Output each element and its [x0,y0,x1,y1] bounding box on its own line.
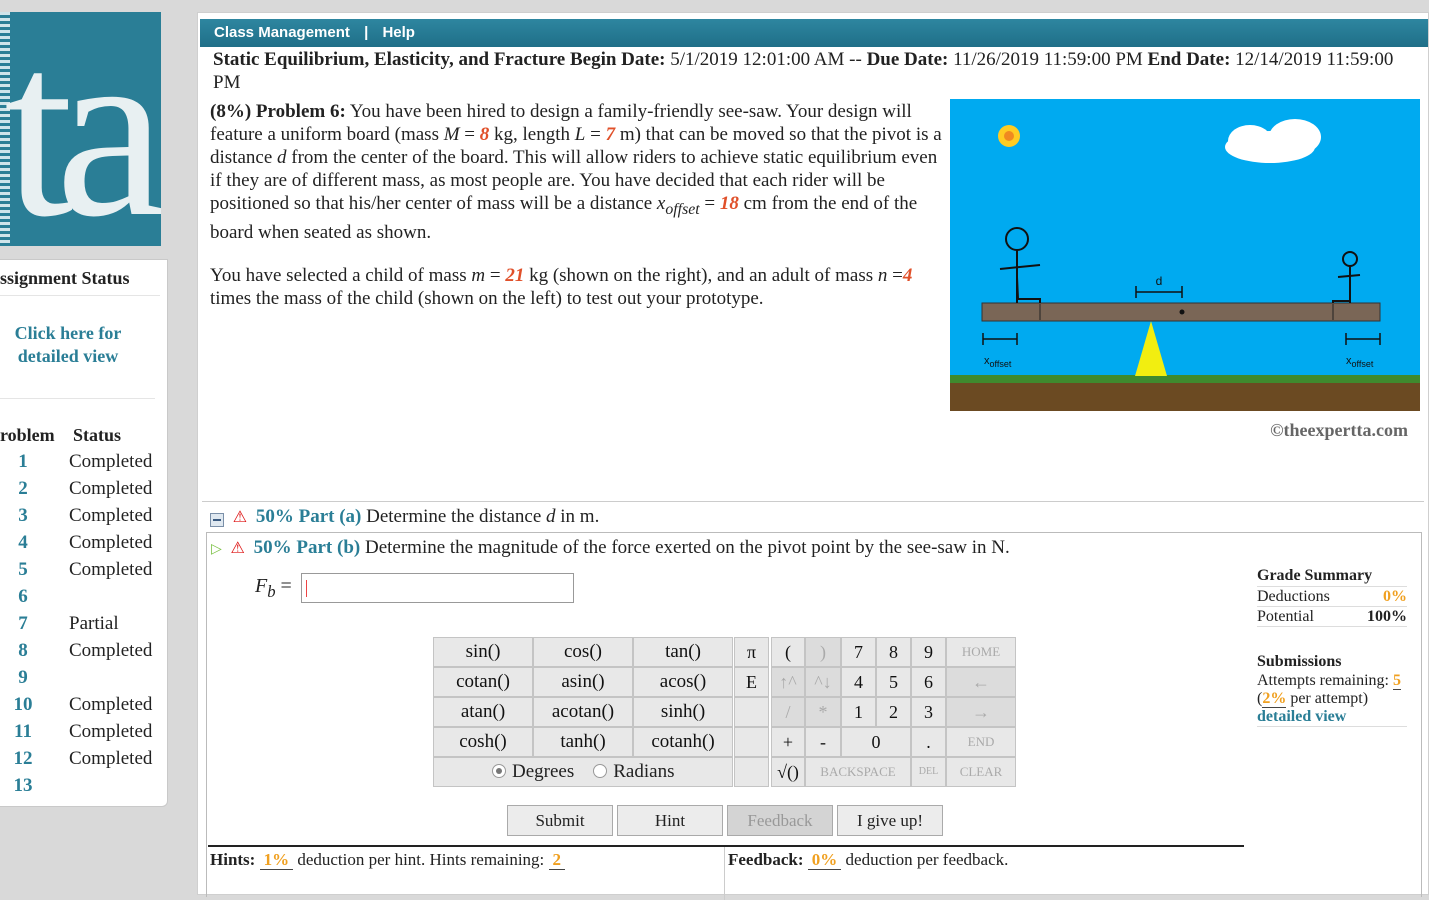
problem-number-link[interactable]: 12 [13,748,33,769]
x-offset-right-label: $x_{offset}$ [1346,355,1374,369]
give-up-button[interactable]: I give up! [837,805,943,836]
hint-feedback-bar [208,845,1244,898]
problem-number-link[interactable]: 7 [18,613,28,634]
deductions-row [1257,587,1407,607]
logo [0,12,161,246]
assignment-status-title: ssignment Status [0,268,160,296]
problem-label: Problem 6: [255,101,346,122]
feedback-info [728,850,1008,870]
key-del[interactable]: DEL [911,757,946,787]
problem-number-link[interactable]: 5 [18,559,28,580]
attempts-value: 5 [1392,672,1401,689]
calc-fn-button[interactable]: cotan() [433,667,533,697]
top-nav [200,19,1428,47]
table-row[interactable] [0,775,160,802]
board-center-dot [1180,310,1185,315]
key-9[interactable]: 9 [911,637,946,667]
problem-text-6: You have selected a child of mass [210,264,467,286]
per-attempt-row: (2% per attempt) [1257,690,1369,707]
divider [724,847,725,900]
problem-status: Completed [69,505,153,526]
due-date-label: Due Date: [866,49,949,70]
key-8[interactable]: 8 [876,637,911,667]
table-row[interactable] [0,694,160,721]
assignment-status-panel [0,259,168,807]
key-1[interactable]: 1 [841,697,876,727]
feedback-label: Feedback: [728,850,804,869]
problem-paragraph-2: You have selected a child of mass m = 21 kg (shown on the right), and an adult of mass n =4 times the mass of the child (shown on the left) to test out your prototype. [210,264,913,309]
calc-fn-button[interactable]: tan() [633,637,733,667]
key-down[interactable]: ^↓ [805,667,841,697]
hint-button[interactable]: Hint [617,805,723,836]
calc-fn-button[interactable]: asin() [533,667,633,697]
radians-label: Radians [613,761,675,782]
problem-status: Completed [69,748,153,769]
end-date: 12/14/2019 11:59:00 PM [213,49,1394,93]
play-arrow-icon: ▷ [211,542,222,557]
angle-mode-row [433,757,733,787]
col-problem: roblem [0,425,55,445]
problem-number-link[interactable]: 6 [18,586,28,607]
feedback-pct: 0% [808,850,842,870]
problem-weight: (8%) [210,101,252,122]
problem-status-table [0,425,160,802]
key-multiply[interactable]: * [805,697,841,727]
problem-number-link[interactable]: 9 [18,667,28,688]
key-e[interactable]: E [734,667,769,697]
hints-info [210,850,565,870]
var-d: d [277,147,287,168]
problem-status: Completed [69,694,153,715]
problem-text-5: cm from the end of the board when seated as shown. [210,193,918,243]
submit-button[interactable]: Submit [507,805,613,836]
key-dot[interactable]: . [911,727,946,757]
var-m: m [471,264,486,286]
table-row[interactable] [0,532,160,559]
key-backspace[interactable]: BACKSPACE [805,757,911,787]
part-b-row [211,537,1010,559]
warning-icon: ⚠ [230,540,245,557]
table-row[interactable] [0,505,160,532]
hints-remaining: 2 [549,850,566,870]
value-x-offset: 18 [719,193,739,214]
problem-paragraph-1: (8%) Problem 6: You have been hired to design a family-friendly see-saw. Your design will feature a uniform board (mass M = 8 kg, length L = 7 m) that can be moved so that the pivot is a distance d from the center of the board. This will allow riders to achieve static equilibrium even if they are of different mass, as most people are. You have decided that each rider will be positioned so that his/her center of mass will be a distance $x_{offset} = 18$ cm from the end of the board when seated as shown. [210,101,942,243]
calc-fn-button[interactable]: cosh() [433,727,533,757]
var-L: L [574,124,586,145]
submissions [1257,653,1407,727]
main-content [197,12,1429,895]
logo-text: ta [4,12,149,246]
assignment-name: Static Equilibrium, Elasticity, and Fracture [213,49,566,70]
problem-number-link[interactable]: 13 [13,775,33,796]
part-a-text: Determine the distance [366,506,542,527]
value-n: 4 [902,264,913,286]
begin-date: 5/1/2019 12:01:00 AM [670,49,845,70]
problem-text-7: kg (shown on the right), and an adult of mass [529,264,874,286]
submissions-title: Submissions [1257,653,1342,670]
part-b-text: Determine the magnitude of the force exerted on the pivot point by the see-saw in N. [364,537,1010,558]
calc-fn-button[interactable]: cos() [533,637,633,667]
key-blank-3 [734,757,769,787]
table-row[interactable] [0,613,160,640]
d-label: d [1155,274,1163,288]
grass [950,375,1420,383]
calc-fn-button[interactable]: atan() [433,697,533,727]
problem-status: Completed [69,721,153,742]
key-plus[interactable]: + [771,727,805,757]
divider [0,398,155,399]
problem-text-2: kg, length [494,124,571,145]
seesaw-figure [950,99,1420,411]
key-3[interactable]: 3 [911,697,946,727]
part-b-pct: 50% Part (b) [253,537,361,558]
var-M: M [443,124,460,145]
value-M: 8 [479,124,490,145]
grade-detailed-view-link[interactable]: detailed view [1257,708,1407,727]
hints-label: Hints: [210,850,256,869]
potential-value: 100% [1367,608,1407,625]
key-lparen[interactable]: ( [771,637,805,667]
key-4[interactable]: 4 [841,667,876,697]
problem-text-4: from the center of the board. This will allow riders to achieve static equilibrium even if they are of different mass, as most people are. You have decided that each rider will be positioned so that his/her center of mass will be a distance [210,147,938,214]
grade-summary [1257,567,1407,727]
collapse-icon[interactable] [210,511,224,525]
part-a-row[interactable] [210,506,599,528]
problem-number-link[interactable]: 10 [13,694,33,715]
deductions-value: 0% [1383,588,1407,605]
problem-text-8: times the mass of the child (shown on the left) to test out your prototype. [210,287,764,309]
key-sqrt[interactable]: √() [771,757,805,787]
key-up[interactable]: ↑^ [771,667,805,697]
answer-input[interactable] [301,573,574,603]
key-home[interactable]: HOME [946,637,1016,667]
end-date-label: End Date: [1147,49,1231,70]
problem-status: Completed [69,451,153,472]
problem-text-1: You have been hired to design a family-friendly see-saw. Your design will feature a uniform board (mass [210,101,912,145]
table-row[interactable] [0,667,160,694]
key-clear[interactable]: CLEAR [946,757,1016,787]
due-date: 11/26/2019 11:59:00 PM [953,49,1143,70]
problem-status: Partial [69,613,119,634]
var-x-sub: offset [665,200,700,218]
nav-separator: | [364,24,369,41]
degrees-radio[interactable] [492,764,506,778]
problem-text-3: m) that can be moved so that the pivot is a distance [210,124,942,168]
date-dash: -- [849,49,862,70]
key-2[interactable]: 2 [876,697,911,727]
attempts-label: Attempts remaining: [1257,672,1389,689]
calc-fn-button[interactable]: sin() [433,637,533,667]
deductions-label: Deductions [1257,588,1330,605]
calc-fn-button[interactable]: acos() [633,667,733,697]
problem-status: Completed [69,640,153,661]
part-a-unit: in m. [560,506,600,527]
sun-core [1004,131,1014,141]
problem-number-link[interactable]: 11 [14,721,32,742]
problem-status: Completed [69,532,153,553]
part-b-box [206,532,1422,897]
key-5[interactable]: 5 [876,667,911,697]
part-a-var: d [546,506,556,527]
var-x: x [656,193,666,214]
table-row[interactable] [0,559,160,586]
key-left-arrow[interactable]: ← [946,667,1016,697]
begin-date-label: Begin Date: [569,49,666,70]
feedback-text: deduction per feedback. [845,850,1009,869]
key-pi[interactable]: π [734,637,769,667]
problem-number-link[interactable]: 4 [18,532,28,553]
part-a-pct: 50% Part (a) [255,506,362,527]
table-row[interactable] [0,640,160,667]
col-status: Status [73,425,122,445]
sky [950,99,1420,379]
parts-area [202,501,1424,896]
table-row[interactable] [0,451,160,478]
key-rparen[interactable]: ) [805,637,841,667]
key-end[interactable]: END [946,727,1016,757]
answer-label: $F_b$ = [255,575,292,601]
per-attempt-pct: 2% [1262,690,1287,707]
table-row[interactable] [0,478,160,505]
potential-row [1257,607,1407,627]
calc-fn-button[interactable]: sinh() [633,697,733,727]
problem-number-link[interactable]: 8 [18,640,28,661]
key-0[interactable]: 0 [841,727,911,757]
x-offset-left-label: $x_{offset}$ [984,355,1012,369]
radians-radio[interactable] [593,764,607,778]
key-right-arrow[interactable]: → [946,697,1016,727]
problem-statement [210,100,946,310]
key-6[interactable]: 6 [911,667,946,697]
var-n: n [877,264,888,286]
hints-pct: 1% [260,850,294,870]
calc-fn-button[interactable]: acotan() [533,697,633,727]
copyright: ©theexpertta.com [1270,420,1408,440]
feedback-button[interactable]: Feedback [727,805,833,836]
value-L: 7 [605,124,616,145]
detailed-view-link[interactable]: Click here for detailed view [14,323,122,366]
calc-fn-button[interactable]: cotanh() [633,727,733,757]
table-header [0,425,160,451]
warning-icon: ⚠ [232,509,248,526]
problem-status: Completed [69,559,153,580]
hints-text: deduction per hint. Hints remaining: [297,850,545,869]
key-blank [734,697,769,727]
degrees-label: Degrees [512,761,575,782]
table-row[interactable] [0,586,160,613]
value-m: 21 [505,264,525,286]
key-minus[interactable]: - [805,727,841,757]
class-management-link[interactable]: Class Management [214,24,350,41]
problem-number-link[interactable]: 2 [18,478,28,499]
calc-fn-button[interactable]: tanh() [533,727,633,757]
potential-label: Potential [1257,608,1314,625]
help-link[interactable]: Help [382,24,415,41]
key-divide[interactable]: / [771,697,805,727]
key-7[interactable]: 7 [841,637,876,667]
problem-number-link[interactable]: 1 [18,451,28,472]
assignment-header [213,48,1413,94]
key-blank-2 [734,727,769,757]
problem-status: Completed [69,478,153,499]
grade-summary-title: Grade Summary [1257,567,1407,587]
table-row[interactable] [0,748,160,775]
problem-number-link[interactable]: 3 [18,505,28,526]
attempts-row [1257,672,1407,690]
table-row[interactable] [0,721,160,748]
per-attempt-text: per attempt) [1290,690,1369,707]
